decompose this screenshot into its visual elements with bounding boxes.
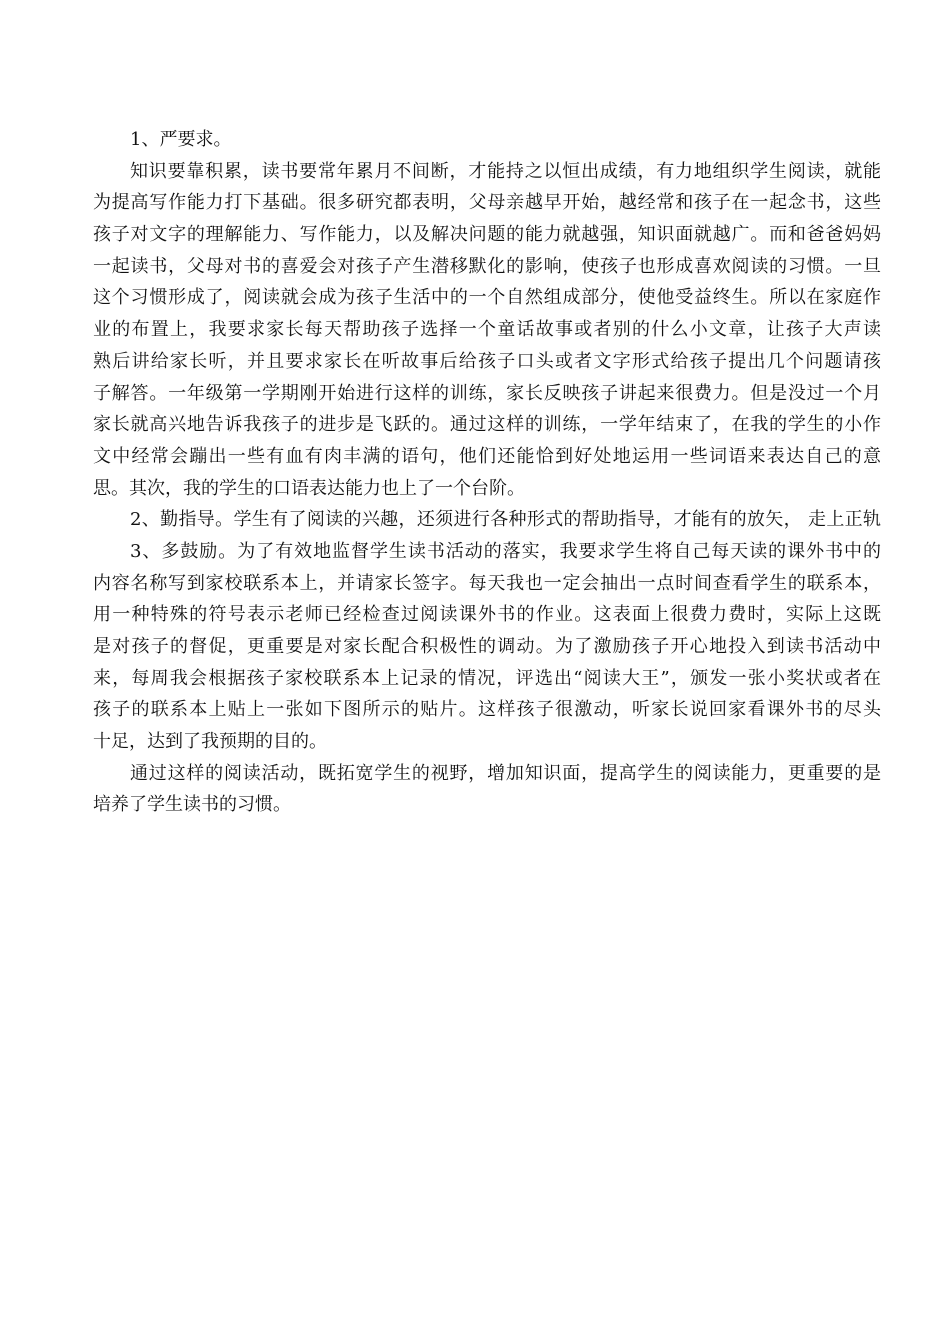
text-line: 家长就高兴地告诉我孩子的进步是飞跃的。通过这样的训练，一学年结束了，在我的学生的小作 [93, 414, 881, 436]
text-line: 十足，达到了我预期的目的。 [93, 731, 327, 753]
text-line: 内容名称写到家校联系本上，并请家长签字。每天我也一定会抽出一点时间查看学生的联系本， [93, 572, 881, 594]
text-line: 孩子对文字的理解能力、写作能力，以及解决问题的能力就越强，知识面就越广。而和爸爸妈妈 [93, 224, 881, 246]
paragraph-heading-2 [93, 504, 881, 536]
text-line: 用一种特殊的符号表示老师已经检查过阅读课外书的作业。这表面上很费力费时，实际上这既 [93, 604, 881, 626]
text-line: 为提高写作能力打下基础。很多研究都表明，父母亲越早开始，越经常和孩子在一起念书，这些 [93, 192, 881, 214]
text-line: 业的布置上，我要求家长每天帮助孩子选择一个童话故事或者别的什么小文章，让孩子大声读 [93, 319, 881, 341]
text-line: 是对孩子的督促，更重要是对家长配合积极性的调动。为了激励孩子开心地投入到读书活动中 [93, 636, 881, 657]
text-line: 子解答。一年级第一学期刚开始进行这样的训练，家长反映孩子讲起来很费力。但是没过一个月 [93, 382, 881, 404]
text-line: 这个习惯形成了，阅读就会成为孩子生活中的一个自然组成部分，使他受益终生。所以在家庭作 [93, 287, 881, 309]
text-line: 3、多鼓励。为了有效地监督学生读书活动的落实，我要求学生将自己每天读的课外书中的 [130, 540, 881, 562]
paragraph-conclusion [93, 758, 881, 821]
text-line: 知识要靠积累，读书要常年累月不间断，才能持之以恒出成绩，有力地组织学生阅读，就能 [130, 160, 881, 182]
document-body [93, 124, 881, 821]
text-line: 通过这样的阅读活动，既拓宽学生的视野，增加知识面，提高学生的阅读能力，更重要的是 [130, 762, 881, 784]
text-line: 1、严要求。 [130, 129, 232, 150]
text-line: 熟后讲给家长听，并且要求家长在听故事后给孩子口头或者文字形式给孩子提出几个问题请孩 [93, 350, 881, 372]
text-line: 2、勤指导。学生有了阅读的兴趣，还须进行各种形式的帮助指导，才能有的放矢， 走上正轨 [130, 509, 881, 531]
text-line: 思。其次，我的学生的口语表达能力也上了一个台阶。 [93, 477, 525, 499]
text-line: 孩子的联系本上贴上一张如下图所示的贴片。这样孩子很激动，听家长说回家看课外书的尽头 [93, 699, 881, 721]
text-line: 文中经常会蹦出一些有血有肉丰满的语句，他们还能恰到好处地运用一些词语来表达自己的意 [93, 445, 881, 467]
text-line: 培养了学生读书的习惯。 [93, 794, 291, 816]
paragraph-heading-1 [93, 124, 881, 156]
paragraph-body-1 [93, 156, 881, 505]
text-line: 来，每周我会根据孩子家校联系本上记录的情况，评选出“阅读大王”，颁发一张小奖状或者在 [93, 667, 881, 689]
paragraph-body-3 [93, 536, 881, 758]
text-line: 一起读书，父母对书的喜爱会对孩子产生潜移默化的影响，使孩子也形成喜欢阅读的习惯。一旦 [93, 255, 881, 277]
